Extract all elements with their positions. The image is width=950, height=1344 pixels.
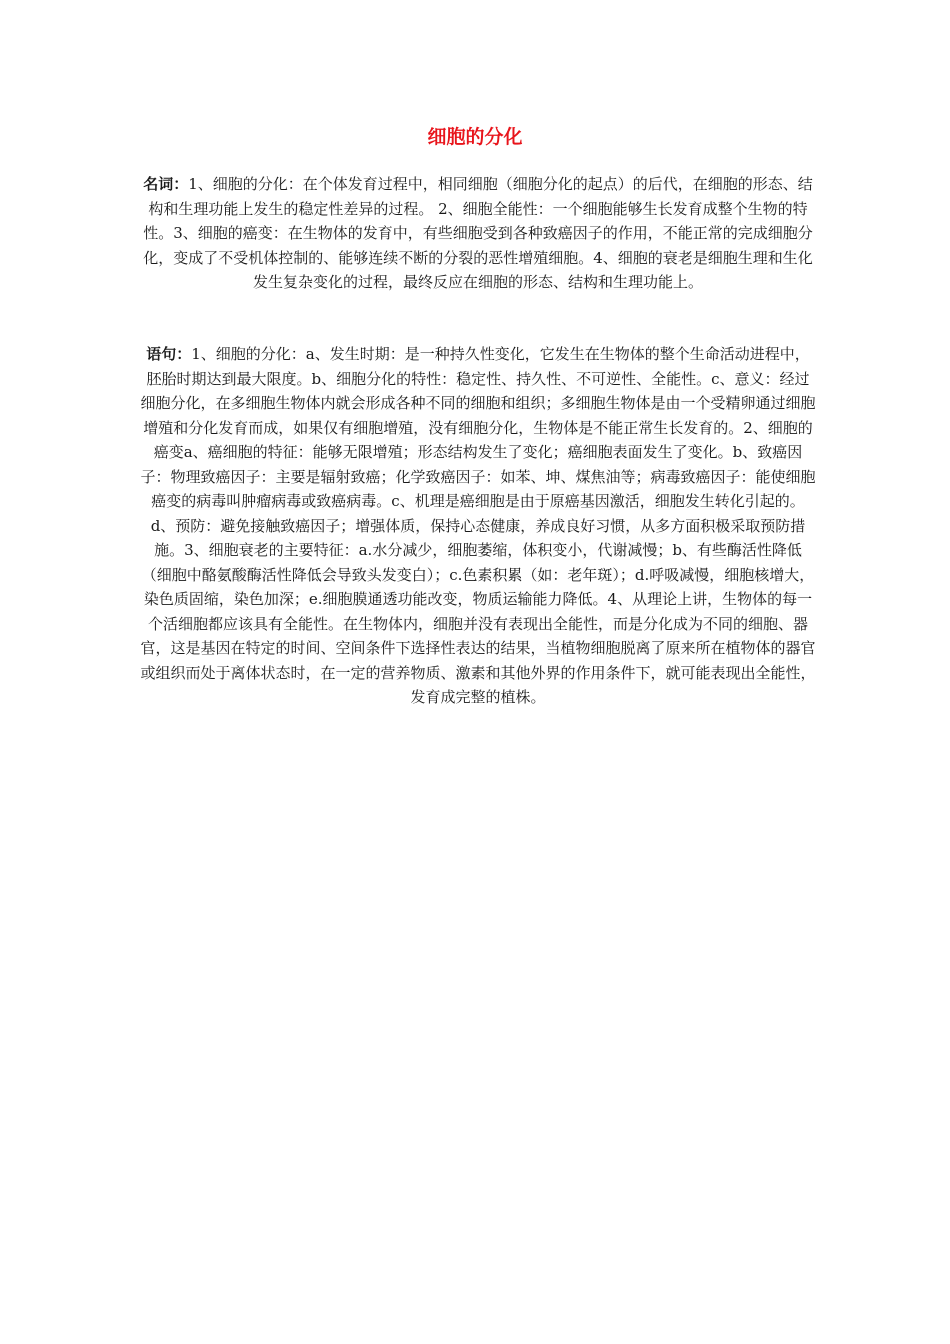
terms-heading: 名词： xyxy=(143,175,189,193)
document-title: 细胞的分化 xyxy=(427,126,523,148)
sentences-heading: 语句： xyxy=(146,345,192,363)
terms-paragraph xyxy=(140,172,816,295)
terms-text: 1、细胞的分化：在个体发育过程中，相同细胞（细胞分化的起点）的后代，在细胞的形态、结构和生理功能上发生的稳定性差异的过程。 2、细胞全能性：一个细胞能够生长发育成整个生物的特性。3、细胞的癌变：在生物体的发育中，有些细胞受到各种致癌因子的作用，不能正常的完成细胞分化，变成了不受机体控制的、能够连续不断的分裂的恶性增殖细胞。4、细胞的衰老是细胞生理和生化发生复杂变化的过程，最终反应在细胞的形态、结构和生理功能上。 xyxy=(143,175,813,291)
sentences-paragraph xyxy=(140,342,816,710)
sentences-text: 1、细胞的分化：a、发生时期：是一种持久性变化，它发生在生物体的整个生命活动进程中，胚胎时期达到最大限度。b、细胞分化的特性：稳定性、持久性、不可逆性、全能性。c、意义：经过细胞分化，在多细胞生物体内就会形成各种不同的细胞和组织；多细胞生物体是由一个受精卵通过细胞增殖和分化发育而成，如果仅有细胞增殖，没有细胞分化，生物体是不能正常生长发育的。2、细胞的癌变a、癌细胞的特征：能够无限增殖；形态结构发生了变化；癌细胞表面发生了变化。b、致癌因子：物理致癌因子：主要是辐射致癌；化学致癌因子：如苯、坤、煤焦油等；病毒致癌因子：能使细胞癌变的病毒叫肿瘤病毒或致癌病毒。c、机理是癌细胞是由于原癌基因激活，细胞发生转化引起的。d、预防：避免接触致癌因子；增强体质，保持心态健康，养成良好习惯，从多方面积极采取预防措施。3、细胞衰老的主要特征：a.水分减少，细胞萎缩，体积变小，代谢减慢；b、有些酶活性降低（细胞中酪氨酸酶活性降低会导致头发变白）；c.色素积累（如：老年斑）；d.呼吸减慢，细胞核增大，染色质固缩，染色加深；e.细胞膜通透功能改变，物质运输能力降低。4、从理论上讲，生物体的每一个活细胞都应该具有全能性。在生物体内，细胞并没有表现出全能性，而是分化成为不同的细胞、器官，这是基因在特定的时间、空间条件下选择性表达的结果，当植物细胞脱离了原来所在植物体的器官或组织而处于离体状态时，在一定的营养物质、激素和其他外界的作用条件下，就可能表现出全能性，发育成完整的植株。 xyxy=(140,345,816,706)
